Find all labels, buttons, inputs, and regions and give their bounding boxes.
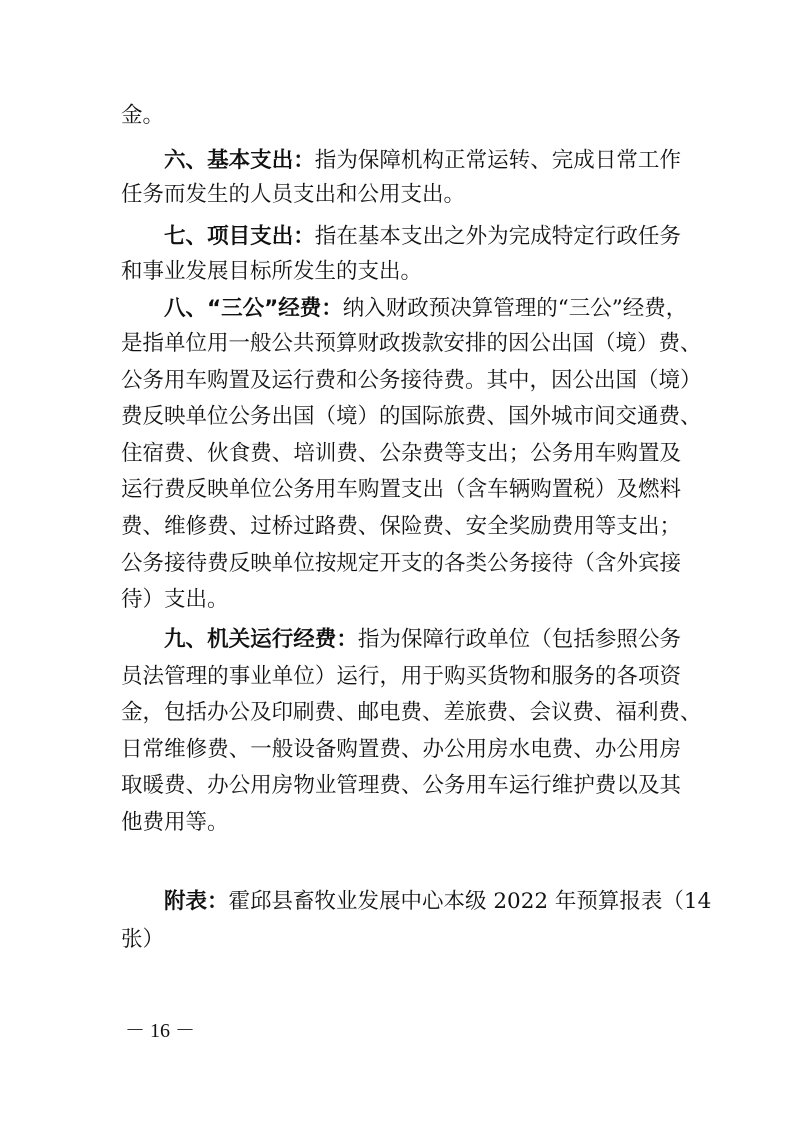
body-text: 住宿费、伙食费、培训费、公杂费等支出；公务用车购置及 (121, 441, 681, 466)
paragraph-line (121, 731, 681, 769)
paragraph-line (121, 545, 681, 583)
body-text: 公务用车购置及运行费和公务接待费。其中，因公出国（境） (121, 368, 702, 393)
paragraph-line (121, 362, 702, 400)
body-text: 纳入财政预决算管理的“三公”经费， (342, 296, 688, 321)
body-text: 取暖费、办公用房物业管理费、公务用车运行维护费以及其 (121, 773, 681, 798)
paragraph-line (164, 621, 681, 659)
term-heading: 九、机关运行经费： (164, 627, 358, 652)
paragraph-line (121, 767, 681, 805)
paragraph-line (121, 253, 681, 291)
paragraph-line (121, 325, 702, 363)
body-text: 待）支出。 (121, 587, 229, 612)
body-text: 公务接待费反映单位按规定开支的各类公务接待（含外宾接 (121, 551, 681, 576)
paragraph-line (164, 218, 681, 256)
paragraph-line (121, 176, 681, 214)
paragraph-line (121, 435, 681, 473)
term-heading: 六、基本支出： (164, 148, 315, 173)
paragraph-line (121, 508, 681, 546)
body-text: 他费用等。 (121, 810, 229, 835)
paragraph-line (121, 581, 681, 619)
term-heading: 七、项目支出： (164, 224, 315, 249)
paragraph-line (121, 658, 681, 696)
attachment-label: 附表： (164, 889, 229, 914)
term-heading: 八、“三公”经费： (164, 296, 343, 321)
attachment-text: 霍邱县畜牧业发展中心本级 2022 年预算报表（14 (228, 889, 712, 914)
paragraph-line (121, 471, 681, 509)
body-text: 费、维修费、过桥过路费、保险费、安全奖励费用等支出； (121, 514, 681, 539)
paragraph-line (121, 694, 702, 732)
paragraph-line (121, 97, 681, 135)
paragraph-line (164, 290, 688, 328)
attachment-text: 张） (121, 927, 165, 952)
paragraph-line (164, 142, 681, 180)
page-number: － 16 － (125, 1020, 195, 1042)
body-text: 指在基本支出之外为完成特定行政任务 (314, 224, 681, 249)
body-text: 费反映单位公务出国（境）的国际旅费、国外城市间交通费、 (121, 404, 702, 429)
attachment-line (164, 883, 712, 921)
body-text: 任务而发生的人员支出和公用支出。 (121, 182, 466, 207)
body-text: 员法管理的事业单位）运行，用于购买货物和服务的各项资 (121, 664, 681, 689)
body-text: 是指单位用一般公共预算财政拨款安排的因公出国（境）费、 (121, 331, 702, 356)
body-text: 金。 (121, 103, 165, 128)
attachment-line (121, 921, 681, 959)
body-text: 金，包括办公及印刷费、邮电费、差旅费、会议费、福利费、 (121, 700, 702, 725)
paragraph-line (121, 804, 681, 842)
body-text: 运行费反映单位公务用车购置支出（含车辆购置税）及燃料 (121, 477, 681, 502)
body-text: 日常维修费、一般设备购置费、办公用房水电费、办公用房 (121, 737, 681, 762)
body-text: 指为保障行政单位（包括参照公务 (357, 627, 681, 652)
body-text: 指为保障机构正常运转、完成日常工作 (314, 148, 681, 173)
paragraph-line (121, 398, 702, 436)
body-text: 和事业发展目标所发生的支出。 (121, 259, 423, 284)
